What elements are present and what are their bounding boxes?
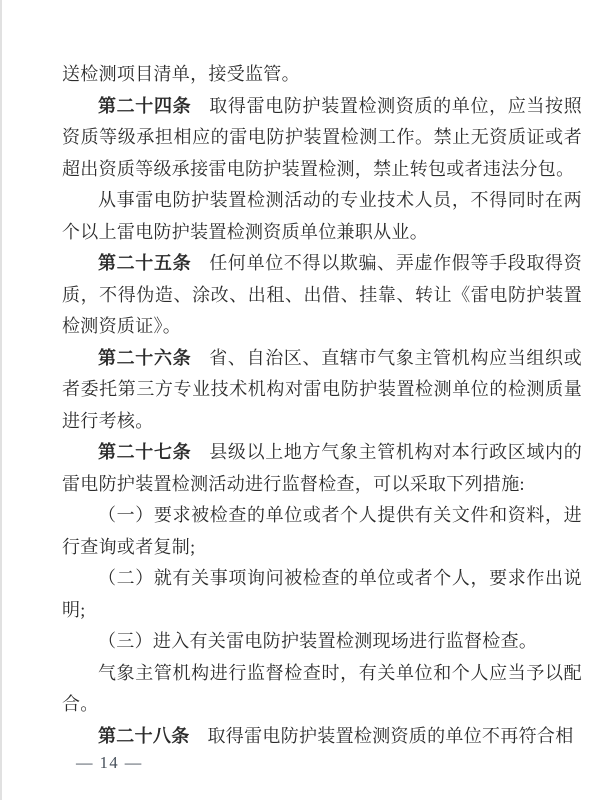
paragraph-text: 县级以上地方气象主管机构对本行政区域内的雷电防护装置检测活动进行监督检查，可以采取下列措施:: [62, 442, 583, 494]
article-26-number: 第二十六条: [98, 347, 192, 368]
scan-edge-artifact: [0, 0, 2, 800]
para-article-28: [62, 721, 582, 753]
article-28-number: 第二十八条: [98, 725, 190, 746]
article-25-number: 第二十五条: [98, 253, 192, 273]
para-supervision-cooperation: [62, 658, 582, 721]
paragraph-text: 省、自治区、直辖市气象主管机构应当组织或者委托第三方专业技术机构对雷电防护装置检测单位的检测质量进行考核。: [62, 347, 583, 431]
para-measure-item-3: [62, 626, 582, 658]
paragraph-text: 送检测项目清单，接受监管。: [62, 64, 300, 84]
para-article-25: [62, 248, 582, 343]
paragraph-text: 气象主管机构进行监督检查时，有关单位和个人应当予以配合。: [62, 662, 582, 714]
article-24-number: 第二十四条: [98, 95, 192, 116]
paragraph-text: 从事雷电防护装置检测活动的专业技术人员，不得同时在两个以上雷电防护装置检测资质单位兼职从业。: [62, 190, 582, 242]
para-article-24: [62, 91, 582, 186]
para-continued-from-previous-page: [62, 59, 582, 91]
document-body: [62, 59, 582, 752]
paragraph-text: （二）就有关事项询问被检查的单位或者个人，要求作出说明;: [62, 568, 582, 620]
para-article-24-technicians: [62, 185, 582, 248]
paragraph-text: （三）进入有关雷电防护装置检测现场进行监督检查。: [98, 631, 538, 651]
paragraph-text: 任何单位不得以欺骗、弄虚作假等手段取得资质，不得伪造、涂改、出租、出借、挂靠、转让《雷电防护装置检测资质证》。: [62, 253, 583, 336]
paragraph-text: 取得雷电防护装置检测资质的单位，应当按照资质等级承担相应的雷电防护装置检测工作。禁止无资质证或者超出资质等级承接雷电防护装置检测，禁止转包或者违法分包。: [62, 95, 583, 179]
page-number: [76, 753, 143, 773]
para-measure-item-2: [62, 563, 582, 626]
article-27-number: 第二十七条: [98, 442, 192, 462]
page-number-label: — 14 —: [76, 753, 143, 772]
para-article-26: [62, 343, 582, 438]
para-measure-item-1: [62, 500, 582, 563]
paragraph-text: 取得雷电防护装置检测资质的单位不再符合相: [207, 725, 574, 746]
paragraph-text: （一）要求被检查的单位或者个人提供有关文件和资料，进行查询或者复制;: [62, 505, 582, 557]
para-article-27: [62, 437, 582, 500]
